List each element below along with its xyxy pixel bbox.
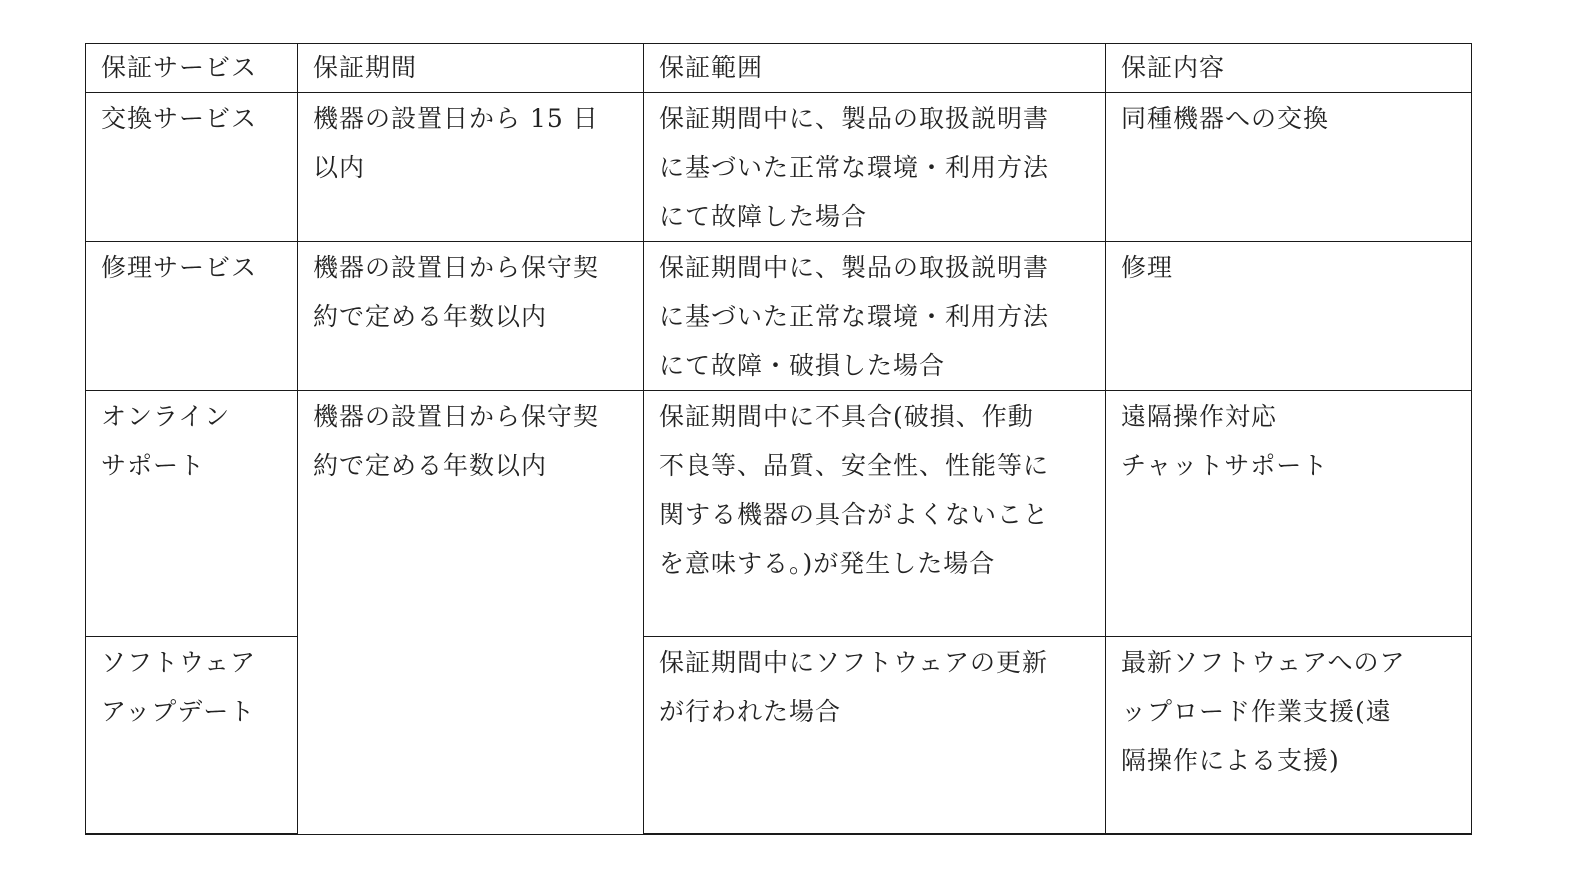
header-service: 保証サービス	[86, 44, 298, 93]
table-header	[86, 44, 1472, 93]
cell-scope: 保証期間中に不具合(破損、作動 不良等、品質、安全性、性能等に 関する機器の具合がよくないこと を意味する。)が発生した場合	[644, 391, 1106, 637]
table-body	[86, 93, 1472, 835]
cell-content: 遠隔操作対応 チャットサポート	[1106, 391, 1472, 637]
cell-content: 修理	[1106, 242, 1472, 391]
header-content: 保証内容	[1106, 44, 1472, 93]
warranty-table	[85, 43, 1472, 835]
table-row	[86, 391, 1472, 637]
cell-service: ソフトウェア アップデート	[86, 637, 298, 835]
header-scope: 保証範囲	[644, 44, 1106, 93]
cell-scope: 保証期間中にソフトウェアの更新 が行われた場合	[644, 637, 1106, 835]
header-period: 保証期間	[298, 44, 644, 93]
header-row	[86, 44, 1472, 93]
cell-service: オンライン サポート	[86, 391, 298, 637]
cell-period: 機器の設置日から保守契 約で定める年数以内	[298, 242, 644, 391]
cell-period-merged: 機器の設置日から保守契 約で定める年数以内	[298, 391, 644, 835]
cell-content: 最新ソフトウェアへのア ップロード作業支援(遠 隔操作による支援)	[1106, 637, 1472, 835]
cell-scope: 保証期間中に、製品の取扱説明書 に基づいた正常な環境・利用方法 にて故障・破損した場合	[644, 242, 1106, 391]
cell-content: 同種機器への交換	[1106, 93, 1472, 242]
cell-period: 機器の設置日から 15 日 以内	[298, 93, 644, 242]
table-row	[86, 93, 1472, 242]
cell-scope: 保証期間中に、製品の取扱説明書 に基づいた正常な環境・利用方法 にて故障した場合	[644, 93, 1106, 242]
cell-service: 修理サービス	[86, 242, 298, 391]
table-row	[86, 637, 1472, 835]
table-row	[86, 242, 1472, 391]
cell-service: 交換サービス	[86, 93, 298, 242]
